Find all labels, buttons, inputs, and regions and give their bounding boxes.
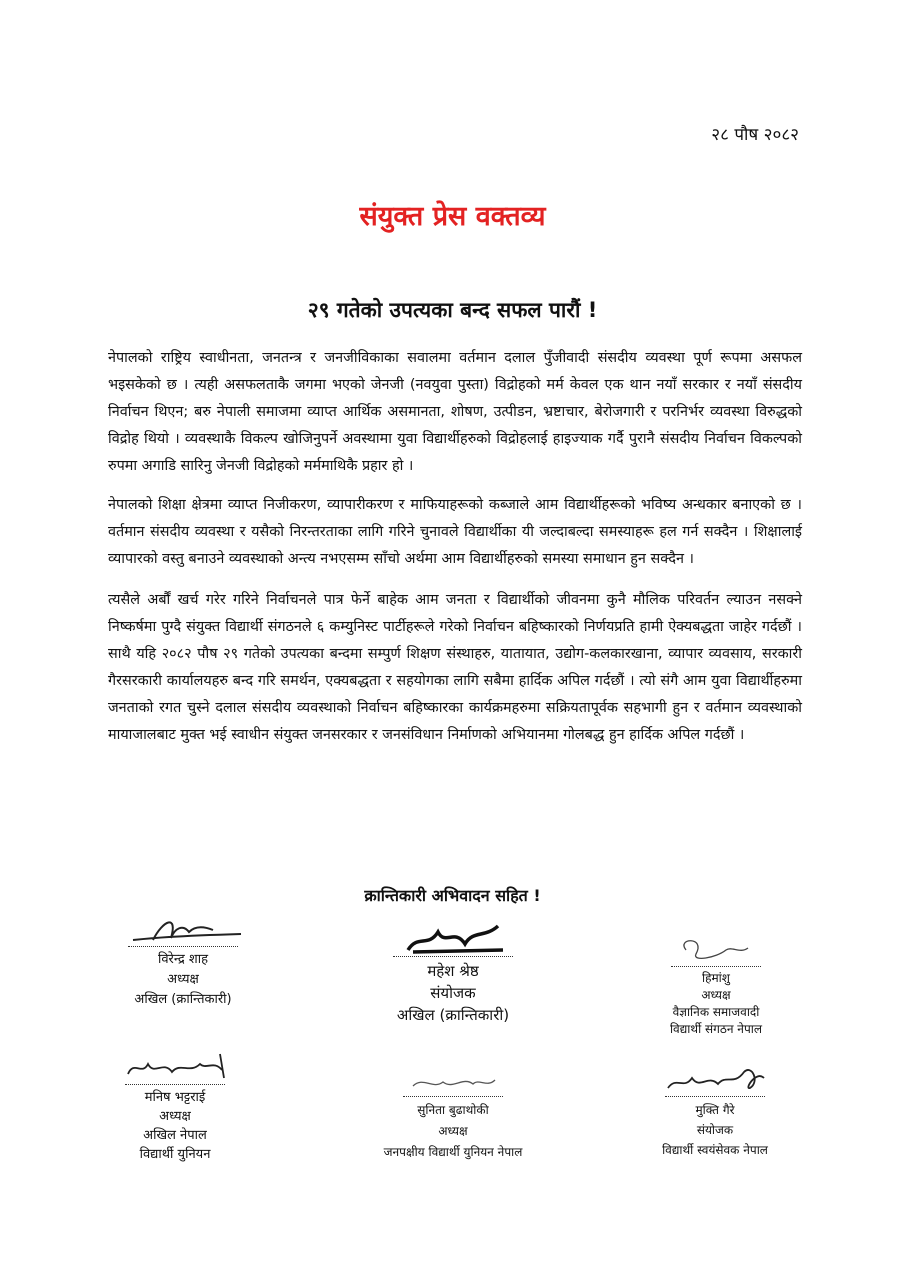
signatory-role: संयोजक [696,1123,734,1137]
closing-salutation: क्रान्तिकारी अभिवादन सहित ! [364,886,541,905]
paragraph-3: त्यसैले अर्बौं खर्च गरेर गरिने निर्वाचनले पात्र फेर्ने बाहेक आम जनता र विद्यार्थीको जीवनमा कुनै मौलिक परिवर्तन ल्याउन नसक्ने निष्कर्षमा पुग्दै संयुक्त विद्यार्थी संगठनले ६ कम्युनिस्ट पार्टीहरूले गरेको निर्वाचन बहिष्कारको निर्णयप्रति हामी ऐक्यबद्धता जाहेर गर्दछौं । साथै यहि २०८२ पौष २९ गतेको उपत्यका बन्दमा सम्पुर्ण शिक्षण संस्थाहरु, यातायात, उद्योग-कलकारखाना, व्यापार व्यवसाय, सरकारी गैरसरकारी कार्यालयहरु बन्द गरि समर्थन, एक्यबद्धता र सहयोगका लागि सबैमा हार्दिक अपिल गर्दछौं । त्यो संगै आम युवा विद्यार्थीहरुमा जनताको रगत चुस्ने दलाल संसदीय व्यवस्थाको निर्वाचन बहिष्कारका कार्यक्रमहरुमा सक्रियतापूर्वक सहभागी हुन र वर्तमान व्यवस्थाको मायाजालबाट मुक्त भई स्वाधीन संयुक्त जनसरकार र जनसंविधान निर्माणको अभियानमा गोलबद्ध हुन हार्दिक अपिल गर्दछौं । [108,592,802,743]
statement-body [108,345,802,761]
signatory-block [110,1050,240,1164]
signatory-name: हिमांशु [702,971,730,985]
signatory-org: अखिल (क्रान्तिकारी) [134,992,232,1007]
signatory-name: विरेन्द्र शाह [157,952,209,967]
signatory-org: अखिल (क्रान्तिकारी) [396,1006,510,1024]
signature-icon [110,1050,240,1084]
signatory-block [378,922,528,1026]
signatory-org: अखिल नेपाल [143,1128,207,1143]
signature-icon [630,1062,800,1096]
paragraph-2: नेपालको शिक्षा क्षेत्रमा व्याप्त निजीकरण, व्यापारीकरण र माफियाहरूको कब्जाले आम विद्यार्थीहरूको भविष्य अन्धकार बनाएको छ । वर्तमान संसदीय व्यवस्था र यसैको निरन्तरताका लागि गरिने चुनावले विद्यार्थीका यी जल्दाबल्दा समस्याहरू हल गर्न सक्दैन । शिक्षालाई व्यापारको वस्तु बनाउने व्यवस्थाको अन्त्य नभएसम्म साँचो अर्थमा आम विद्यार्थीहरुको समस्या समाधान हुन सक्दैन । [108,497,802,567]
signatory-name: सुनिता बुढाथोकी [417,1103,489,1117]
signatory-role: अध्यक्ष [701,988,731,1002]
signatory-block [630,1062,800,1160]
signatory-org: विद्यार्थी स्वयंसेवक नेपाल [662,1143,768,1157]
signature-icon [338,1062,568,1096]
paragraph-1: नेपालको राष्ट्रिय स्वाधीनता, जनतन्त्र र जनजीविकाका सवालमा वर्तमान दलाल पुँजीवादी संसदीय व्यवस्था पूर्ण रूपमा असफल भइसकेको छ । त्यही असफलताकै जगमा भएको जेनजी (नवयुवा पुस्ता) विद्रोहको मर्म केवल एक थान नयाँ सरकार र नयाँ संसदीय निर्वाचन थिएन; बरु नेपाली समाजमा व्याप्त आर्थिक असमानता, शोषण, उत्पीडन, भ्रष्टाचार, बेरोजगारी र परनिर्भर व्यवस्था विरुद्धको विद्रोह थियो । व्यवस्थाकै विकल्प खोजिनुपर्ने अवस्थामा युवा विद्यार्थीहरुको विद्रोहलाई हाइज्याक गर्दै पुरानै संसदीय निर्वाचन विकल्पको रुपमा अगाडि सारिनु जेनजी विद्रोहको मर्ममाथिकै प्रहार हो । [108,350,802,474]
signatory-role: अध्यक्ष [159,1109,191,1124]
signatory-name: महेश श्रेष्ठ [427,962,479,980]
signature-icon [378,922,528,956]
signatory-role: संयोजक [430,984,476,1002]
signature-icon [118,912,248,946]
signatory-role: अध्यक्ष [438,1124,468,1138]
signatory-block [118,912,248,1010]
signatory-block [338,1062,568,1163]
document-date: २८ पौष २०८२ [711,125,799,145]
signatory-name: मनिष भट्टराई [144,1090,206,1105]
page-subtitle: २९ गतेको उपत्यका बन्द सफल पारौं ! [307,298,598,322]
page-title: संयुक्त प्रेस वक्तव्य [359,201,546,232]
signatory-org: वैज्ञानिक समाजवादी [672,1005,760,1019]
signatory-org: विद्यार्थी संगठन नेपाल [669,1022,763,1036]
signatory-name: मुक्ति गैरे [695,1103,735,1117]
signature-icon [646,932,786,966]
signatory-org: विद्यार्थी युनियन [139,1147,211,1162]
signatory-role: अध्यक्ष [167,972,199,987]
signatory-org: जनपक्षीय विद्यार्थी युनियन नेपाल [383,1145,523,1159]
signatory-block [646,932,786,1038]
